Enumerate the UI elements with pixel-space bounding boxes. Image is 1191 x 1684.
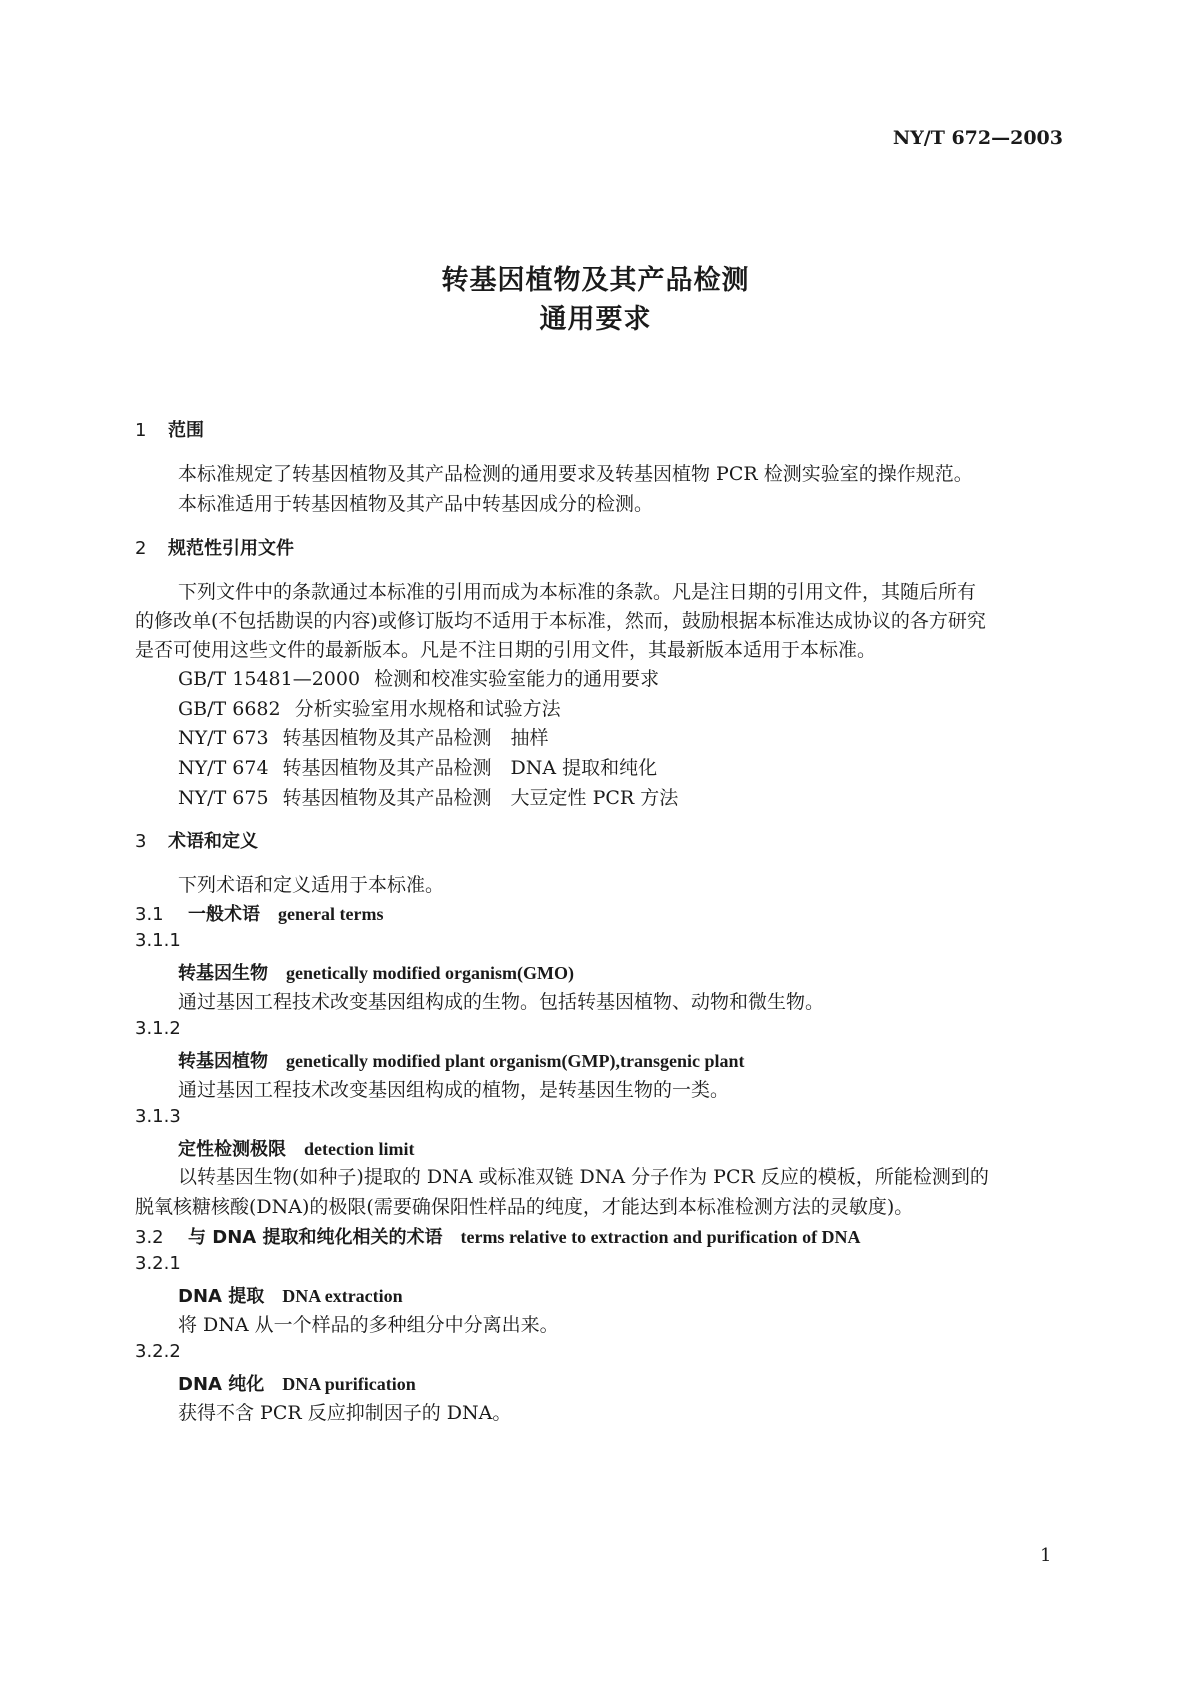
reference-title: 检测和校准实验室能力的通用要求 [374, 668, 660, 690]
clause-number: 3.1.2 [135, 1018, 181, 1039]
term-en: DNA extraction [282, 1286, 403, 1306]
reference-code: NY/T 675 [178, 787, 269, 809]
term-definition: 将 DNA 从一个样品的多种组分中分离出来。 [178, 1314, 559, 1336]
clause-number: 3.2.1 [135, 1253, 181, 1274]
scope-paragraph-1: 本标准规定了转基因植物及其产品检测的通用要求及转基因植物 PCR 检测实验室的操作规范。 [178, 463, 973, 485]
term-en: detection limit [304, 1139, 415, 1159]
section-title: 规范性引用文件 [168, 538, 294, 559]
reference-item [178, 694, 561, 721]
term-zh: DNA 提取 [178, 1286, 265, 1307]
clause-number: 3.1.1 [135, 930, 181, 951]
reference-item [178, 753, 657, 780]
term-en: DNA purification [282, 1374, 416, 1394]
reference-title: 转基因植物及其产品检测 抽样 [282, 727, 549, 749]
reference-item [178, 664, 659, 691]
reference-code: GB/T 15481—2000 [178, 668, 361, 690]
reference-code: GB/T 6682 [178, 698, 281, 720]
term-heading [178, 1135, 414, 1161]
subsection-title-zh: 一般术语 [188, 904, 260, 925]
subsection-title-en: general terms [278, 904, 384, 924]
section-1-heading [135, 416, 204, 442]
term-heading [178, 1370, 416, 1396]
term-definition-line1: 以转基因生物(如种子)提取的 DNA 或标准双链 DNA 分子作为 PCR 反应的模板，所能检测到的 [178, 1166, 989, 1188]
subsection-3-2-heading [135, 1223, 861, 1249]
document-title-line1: 转基因植物及其产品检测 [441, 265, 750, 296]
subsection-3-1-heading [135, 900, 383, 926]
term-en: genetically modified plant organism(GMP),transgenic plant [286, 1051, 745, 1071]
term-definition: 通过基因工程技术改变基因组构成的生物。包括转基因植物、动物和微生物。 [178, 991, 825, 1013]
reference-item [178, 723, 549, 750]
term-heading [178, 959, 574, 985]
section-3-heading [135, 827, 258, 853]
page-number: 1 [1040, 1545, 1052, 1566]
section-number: 1 [135, 420, 147, 441]
section-title: 术语和定义 [168, 831, 258, 852]
scope-paragraph-2: 本标准适用于转基因植物及其产品中转基因成分的检测。 [178, 493, 654, 515]
clause-number: 3.1.3 [135, 1106, 181, 1127]
term-en: genetically modified organism(GMO) [286, 963, 574, 983]
term-zh: DNA 纯化 [178, 1374, 265, 1395]
term-zh: 定性检测极限 [178, 1139, 286, 1160]
subsection-title-en: terms relative to extraction and purification of DNA [460, 1227, 861, 1247]
term-definition-line2: 脱氧核糖核酸(DNA)的极限(需要确保阳性样品的纯度，才能达到本标准检测方法的灵敏度)。 [135, 1196, 914, 1218]
references-intro-line1: 下列文件中的条款通过本标准的引用而成为本标准的条款。凡是注日期的引用文件，其随后所有 [178, 581, 977, 603]
term-zh: 转基因生物 [178, 963, 268, 984]
reference-title: 转基因植物及其产品检测 大豆定性 PCR 方法 [282, 787, 679, 809]
term-heading [178, 1047, 744, 1073]
term-zh: 转基因植物 [178, 1051, 268, 1072]
section-2-heading [135, 534, 294, 560]
terms-intro: 下列术语和定义适用于本标准。 [178, 874, 445, 896]
reference-item [178, 783, 678, 810]
references-intro-line3: 是否可使用这些文件的最新版本。凡是不注日期的引用文件，其最新版本适用于本标准。 [135, 639, 877, 661]
term-heading [178, 1282, 403, 1308]
term-definition: 获得不含 PCR 反应抑制因子的 DNA。 [178, 1402, 512, 1424]
subsection-number: 3.2 [135, 1227, 164, 1248]
section-number: 3 [135, 831, 147, 852]
term-definition: 通过基因工程技术改变基因组构成的植物，是转基因生物的一类。 [178, 1079, 730, 1101]
standard-code: NY/T 672—2003 [892, 127, 1063, 149]
subsection-number: 3.1 [135, 904, 164, 925]
subsection-title-zh: 与 DNA 提取和纯化相关的术语 [188, 1227, 443, 1248]
document-title-line2: 通用要求 [539, 304, 652, 335]
section-title: 范围 [168, 420, 204, 441]
reference-code: NY/T 673 [178, 727, 269, 749]
reference-title: 分析实验室用水规格和试验方法 [294, 698, 561, 720]
section-number: 2 [135, 538, 147, 559]
reference-code: NY/T 674 [178, 757, 269, 779]
references-intro-line2: 的修改单(不包括勘误的内容)或修订版均不适用于本标准，然而，鼓励根据本标准达成协议的各方研究 [135, 610, 986, 632]
reference-title: 转基因植物及其产品检测 DNA 提取和纯化 [282, 757, 658, 779]
clause-number: 3.2.2 [135, 1341, 181, 1362]
